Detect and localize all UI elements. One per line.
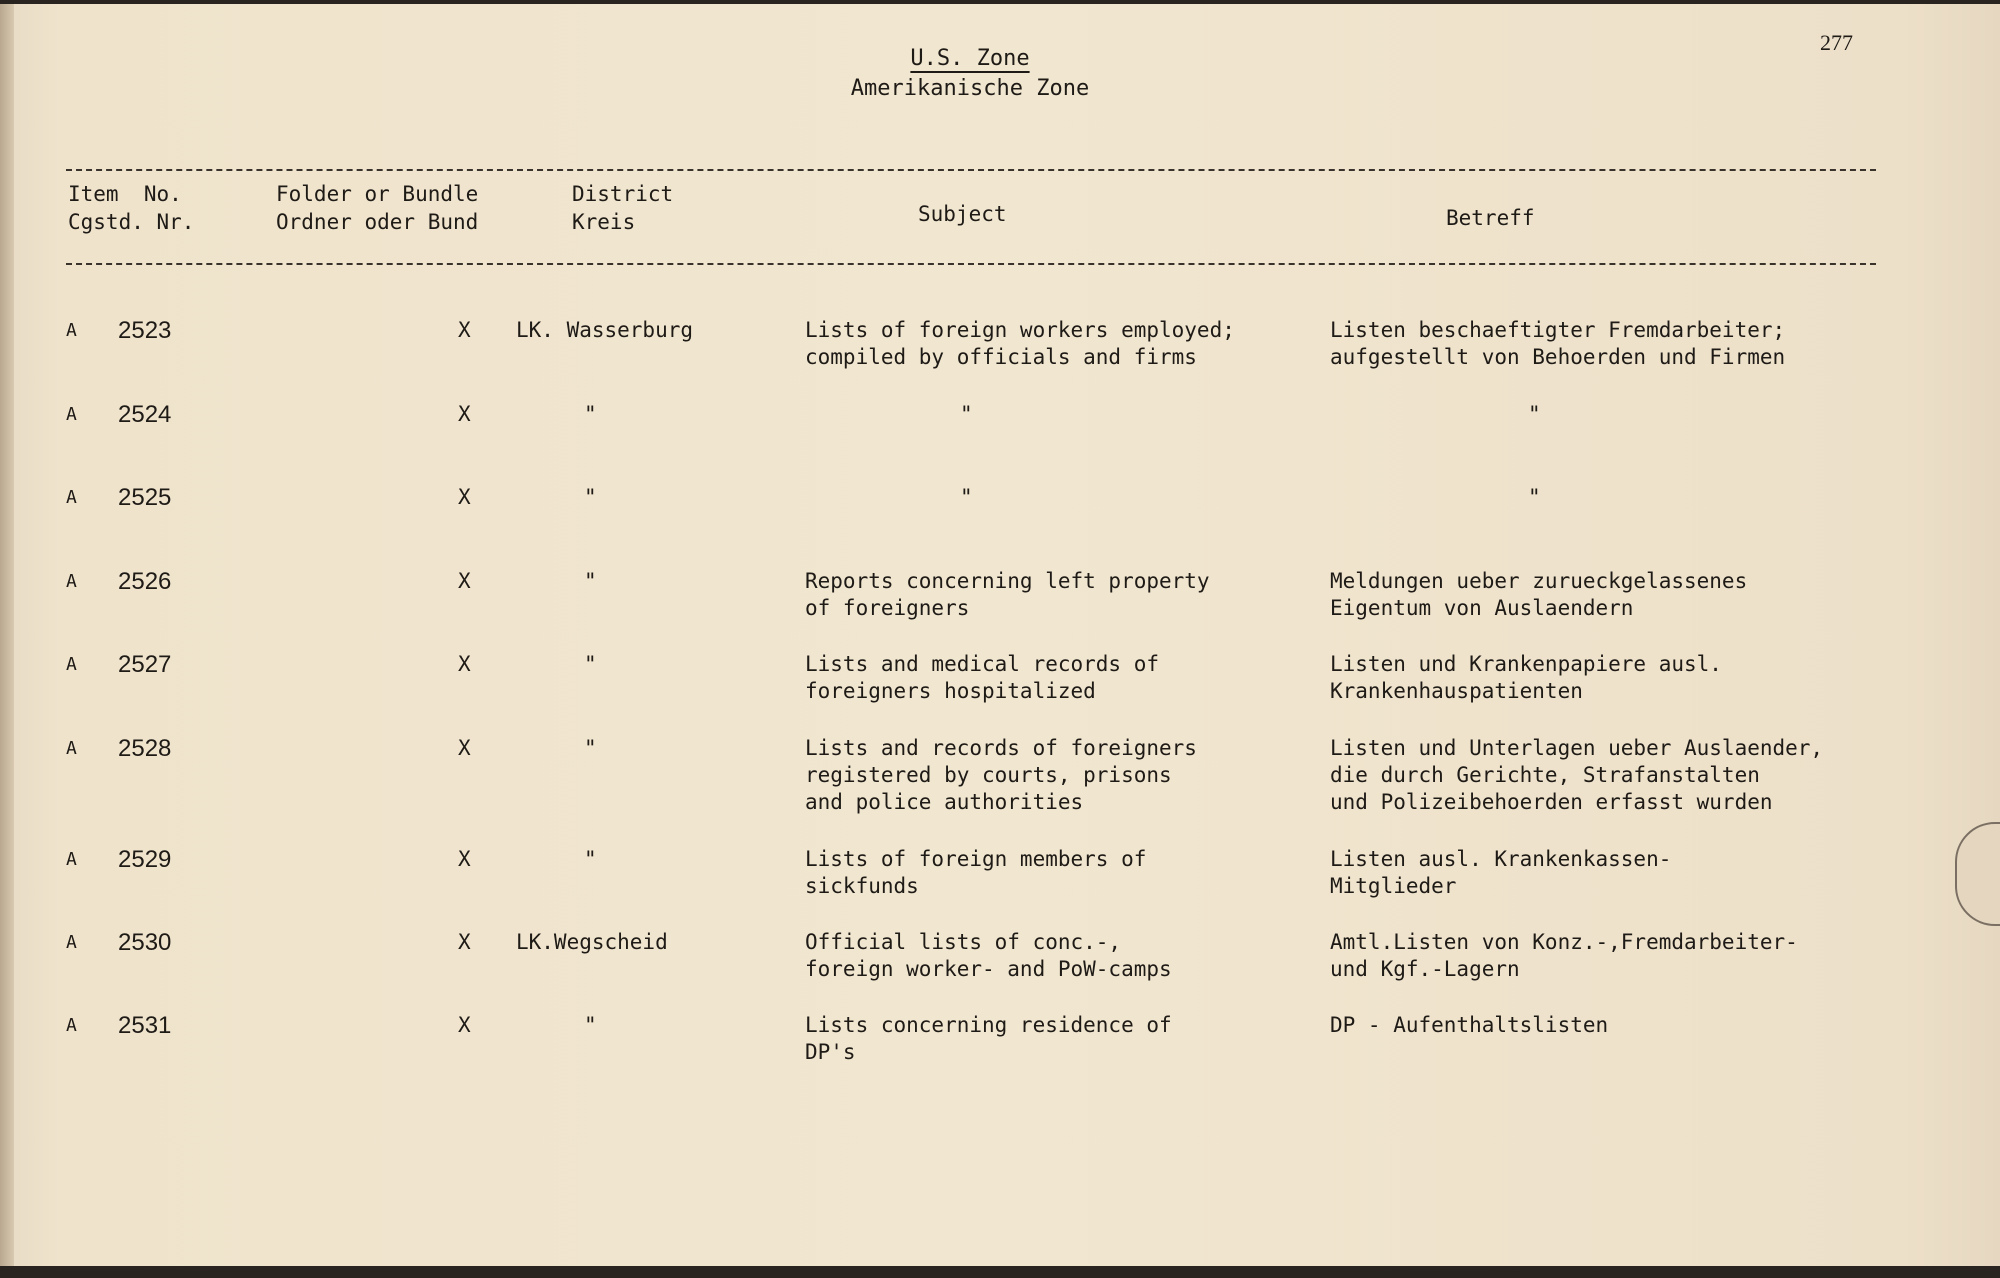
cell-number: 2523 xyxy=(118,317,172,344)
cell-item: A xyxy=(66,571,77,592)
page-subtitle: Amerikanische Zone xyxy=(850,76,1090,101)
cell-number: 2530 xyxy=(118,929,172,956)
cell-district: LK.Wegscheid xyxy=(516,930,668,954)
cell-betreff: Meldungen ueber zurueckgelassenes Eigentum von Auslaendern xyxy=(1330,569,1748,620)
cell-folder: X xyxy=(458,930,471,954)
cell-folder: X xyxy=(458,652,471,676)
cell-district-ditto: " xyxy=(584,652,597,676)
cell-betreff-ditto: " xyxy=(1528,485,1541,509)
cell-district: LK. Wasserburg xyxy=(516,318,694,342)
cell-betreff: DP - Aufenthaltslisten xyxy=(1330,1013,1609,1037)
cell-item: A xyxy=(66,404,77,425)
table-row xyxy=(0,929,1940,1009)
table-row xyxy=(0,651,1940,731)
cell-item: A xyxy=(66,654,77,675)
page-number: 277 xyxy=(1820,30,1853,55)
cell-folder: X xyxy=(458,569,471,593)
document-page xyxy=(0,4,2000,1266)
cell-item: A xyxy=(66,932,77,953)
page-title: U.S. Zone xyxy=(910,46,1030,71)
cell-district-ditto: " xyxy=(584,736,597,760)
cell-subject: Lists of foreign workers employed; compiled by officials and firms xyxy=(805,318,1235,369)
column-header-subject: Subject xyxy=(918,202,1007,226)
cell-subject-ditto: " xyxy=(960,402,973,426)
cell-district-ditto: " xyxy=(584,847,597,871)
table-row xyxy=(0,1012,1940,1092)
header-top-rule xyxy=(66,169,1876,171)
cell-folder: X xyxy=(458,736,471,760)
cell-number: 2528 xyxy=(118,735,172,762)
column-header-district: District Kreis xyxy=(572,182,674,234)
cell-item: A xyxy=(66,487,77,508)
column-header-betreff: Betreff xyxy=(1446,206,1535,230)
header-bottom-rule xyxy=(66,263,1876,265)
cell-item: A xyxy=(66,738,77,759)
cell-item: A xyxy=(66,849,77,870)
column-header-folder: Folder or Bundle Ordner oder Bund xyxy=(276,182,479,234)
table-row xyxy=(0,401,1940,481)
cell-subject: Lists and records of foreigners registered by courts, prisons and police authorities xyxy=(805,736,1197,814)
cell-folder: X xyxy=(458,318,471,342)
cell-folder: X xyxy=(458,402,471,426)
table-row xyxy=(0,735,1940,815)
table-row xyxy=(0,568,1940,648)
cell-subject: Lists and medical records of foreigners hospitalized xyxy=(805,652,1160,703)
cell-number: 2531 xyxy=(118,1012,172,1039)
cell-number: 2526 xyxy=(118,568,172,595)
cell-betreff: Listen und Unterlagen ueber Auslaender, die durch Gerichte, Strafanstalten und Polizeibehoerden erfasst wurden xyxy=(1330,736,1824,814)
column-header-item-no: Item No. Cgstd. Nr. xyxy=(68,182,195,234)
cell-subject: Lists concerning residence of DP's xyxy=(805,1013,1172,1064)
cell-subject: Reports concerning left property of foreigners xyxy=(805,569,1210,620)
table-row xyxy=(0,846,1940,926)
cell-number: 2529 xyxy=(118,846,172,873)
cell-district-ditto: " xyxy=(584,1013,597,1037)
cell-betreff: Amtl.Listen von Konz.-,Fremdarbeiter- und Kgf.-Lagern xyxy=(1330,930,1798,981)
cell-betreff: Listen beschaeftigter Fremdarbeiter; aufgestellt von Behoerden und Firmen xyxy=(1330,318,1786,369)
cell-subject: Lists of foreign members of sickfunds xyxy=(805,847,1147,898)
cell-folder: X xyxy=(458,847,471,871)
page-tab-edge xyxy=(1955,822,2000,926)
cell-number: 2525 xyxy=(118,484,172,511)
cell-subject-ditto: " xyxy=(960,485,973,509)
cell-subject: Official lists of conc.-, foreign worker- and PoW-camps xyxy=(805,930,1172,981)
cell-betreff-ditto: " xyxy=(1528,402,1541,426)
cell-district-ditto: " xyxy=(584,485,597,509)
table-row xyxy=(0,484,1940,564)
cell-folder: X xyxy=(458,1013,471,1037)
cell-item: A xyxy=(66,1015,77,1036)
cell-item: A xyxy=(66,320,77,341)
cell-betreff: Listen und Krankenpapiere ausl. Krankenhauspatienten xyxy=(1330,652,1722,703)
cell-number: 2527 xyxy=(118,651,172,678)
cell-district-ditto: " xyxy=(584,569,597,593)
cell-betreff: Listen ausl. Krankenkassen- Mitglieder xyxy=(1330,847,1672,898)
cell-number: 2524 xyxy=(118,401,172,428)
cell-district-ditto: " xyxy=(584,402,597,426)
table-row xyxy=(0,317,1940,397)
cell-folder: X xyxy=(458,485,471,509)
